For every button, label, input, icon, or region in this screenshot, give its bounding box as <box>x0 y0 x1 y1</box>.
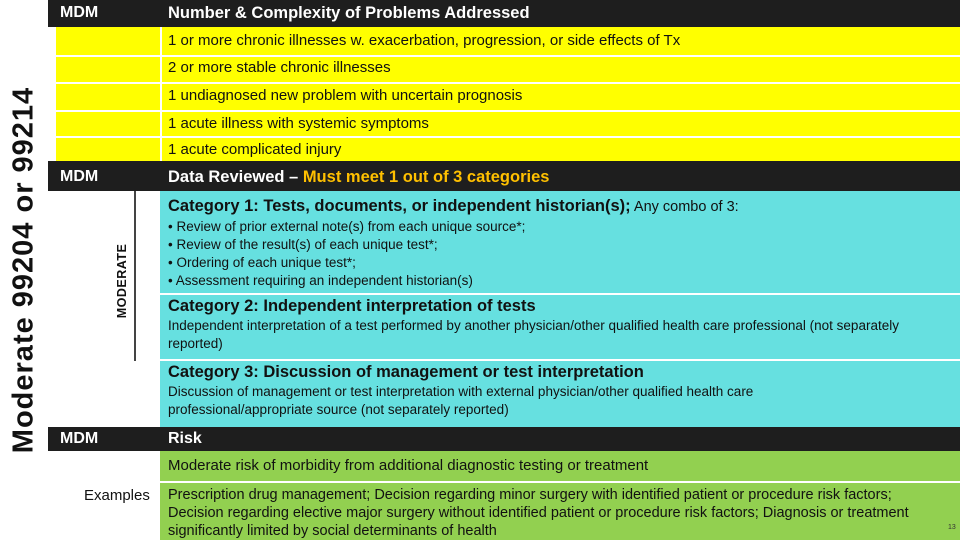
bullet-item: • Review of prior external note(s) from each unique source*; <box>168 219 526 234</box>
divider <box>56 82 960 84</box>
risk-mdm-label: MDM <box>60 430 99 447</box>
category3-desc: Discussion of management or test interpretation with external physician/other qualified health care professional/appropriate source (not separately reported) <box>168 384 754 417</box>
bullet-item: • Ordering of each unique test*; <box>168 255 356 270</box>
category1-bullets <box>168 218 948 290</box>
problem-item: 1 undiagnosed new problem with uncertain prognosis <box>168 87 523 104</box>
divider <box>56 110 960 112</box>
problem-item: 1 acute illness with systemic symptoms <box>168 115 429 132</box>
data-left-column <box>48 191 160 427</box>
examples-label: Examples <box>84 487 150 504</box>
bullet-item: • Assessment requiring an independent historian(s) <box>168 273 473 288</box>
problem-item: 1 or more chronic illnesses w. exacerbation, progression, or side effects of Tx <box>168 32 681 49</box>
problem-item: 1 acute complicated injury <box>168 141 342 158</box>
moderate-label: MODERATE <box>115 243 129 319</box>
bracket-line <box>134 191 136 361</box>
data-mdm-label: MDM <box>60 168 99 185</box>
divider <box>160 359 960 361</box>
risk-level: Moderate risk of morbidity from additional diagnostic testing or treatment <box>168 457 649 474</box>
category2-title: Category 2: Independent interpretation of tests <box>168 297 536 315</box>
data-header <box>168 168 549 187</box>
divider <box>56 136 960 138</box>
page-number: 13 <box>948 524 956 531</box>
column-divider <box>160 27 162 161</box>
category1-title-suffix: Any combo of 3: <box>630 199 739 215</box>
divider <box>160 293 960 295</box>
side-title: Moderate 99204 or 99214 <box>7 86 40 454</box>
divider <box>160 481 960 483</box>
side-title-panel <box>0 0 48 540</box>
moderate-label-box <box>112 191 132 371</box>
data-header-text: Data Reviewed – <box>168 168 303 186</box>
risk-examples: Prescription drug management; Decision regarding minor surgery with identified patient or procedure risk factors; Decision regarding elective major surgery without identified patient or procedure risk factors; Diagnosis or treatment significantly limited by social determinants of health <box>168 487 909 539</box>
risk-header: Risk <box>168 430 202 447</box>
problem-item: 2 or more stable chronic illnesses <box>168 59 391 76</box>
category2-desc: Independent interpretation of a test performed by another physician/other qualified health care professional (not separately reported) <box>168 318 899 351</box>
category1-title-text: Category 1: Tests, documents, or independent historian(s); <box>168 197 631 215</box>
problems-mdm-label: MDM <box>60 4 99 21</box>
bullet-item: • Review of the result(s) of each unique test*; <box>168 237 438 252</box>
problems-header: Number & Complexity of Problems Addressed <box>168 4 530 22</box>
data-header-highlight: Must meet 1 out of 3 categories <box>302 168 550 186</box>
category1-title <box>168 197 739 216</box>
category3-title: Category 3: Discussion of management or test interpretation <box>168 363 644 381</box>
divider <box>56 55 960 57</box>
